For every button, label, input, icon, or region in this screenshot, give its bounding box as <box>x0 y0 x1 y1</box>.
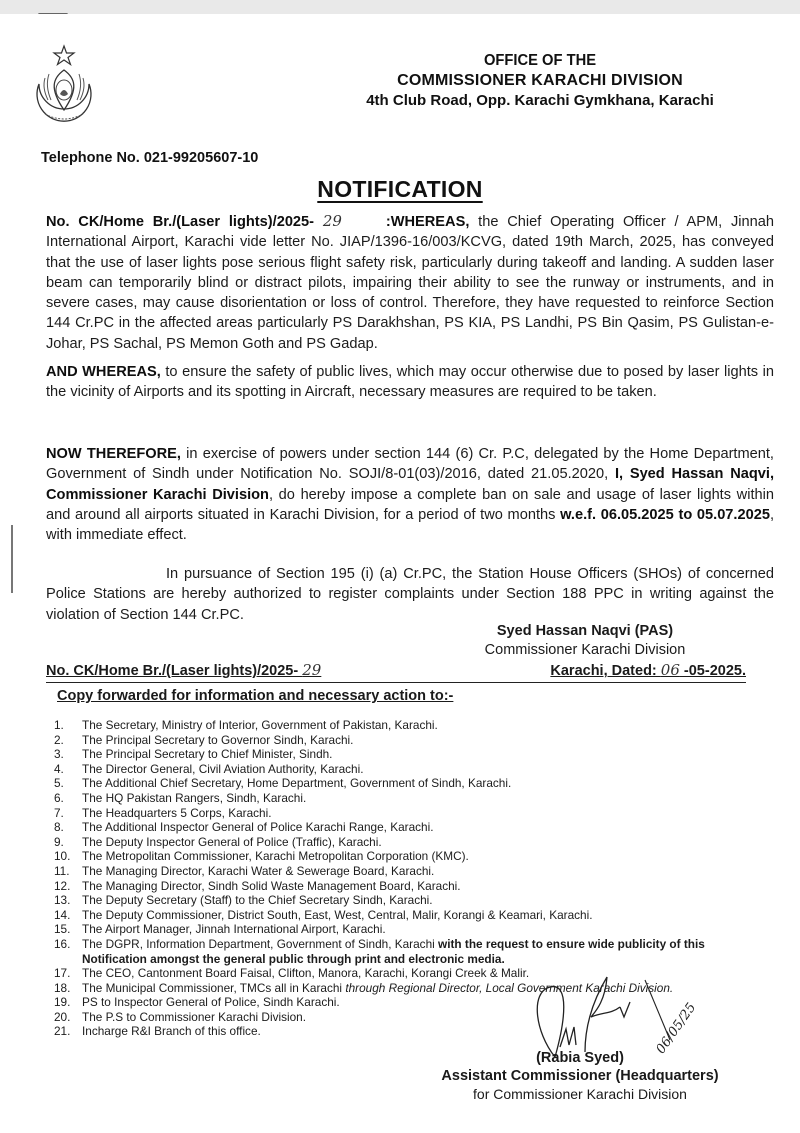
margin-mark <box>11 525 13 593</box>
commissioner-designation: Commissioner Karachi Division <box>484 642 686 658</box>
notification-document <box>0 14 800 1133</box>
list-item: 2. The Principal Secretary to Governor Sindh, Karachi. <box>54 732 354 747</box>
and-whereas-lead: AND WHEREAS, <box>46 364 161 380</box>
copy-forwarded-heading: Copy forwarded for information and necessary action to:- <box>57 688 454 704</box>
list-item: 4. The Director General, Civil Aviation Authority, Karachi. <box>54 761 364 776</box>
list-item: 19. PS to Inspector General of Police, Sindh Karachi. <box>54 995 340 1010</box>
through-regional-director: through Regional Director, Local Government Karachi Division. <box>345 980 674 995</box>
list-item: 10. The Metropolitan Commissioner, Karachi Metropolitan Corporation (KMC). <box>54 849 469 864</box>
office-line-2: COMMISSIONER KARACHI DIVISION <box>397 72 683 89</box>
paragraph-now-therefore <box>46 444 774 545</box>
pursuance-text: In pursuance of Section 195 (i) (a) Cr.PC, the Station House Officers (SHOs) of concerned Police Stations are hereby authorized to register complaints under Section 188 PPC in writing against the violation of Section 144 Cr.PC. <box>46 566 774 623</box>
signatory-designation: Assistant Commissioner (Headquarters) <box>441 1068 719 1084</box>
list-item: 5. The Additional Chief Secretary, Home Department, Government of Sindh, Karachi. <box>54 776 512 791</box>
paragraph-and-whereas <box>46 362 774 403</box>
list-item: 3. The Principal Secretary to Chief Minister, Sindh. <box>54 747 333 762</box>
scan-top-margin <box>0 0 800 14</box>
list-item: 13. The Deputy Secretary (Staff) to the Chief Secretary Sindh, Karachi. <box>54 893 433 908</box>
dated-label: Karachi, Dated: <box>550 663 661 679</box>
svg-text:06/05/25: 06/05/25 <box>653 1000 700 1057</box>
ban-period: w.e.f. 06.05.2025 to 05.07.2025 <box>560 506 770 523</box>
commissioner-signature-block <box>470 622 700 660</box>
signatory-name: (Rabia Syed) <box>536 1050 624 1066</box>
document-title <box>0 176 800 203</box>
list-item: 20. The P.S to Commissioner Karachi Division. <box>54 1009 307 1024</box>
assistant-commissioner-signature-block <box>420 1049 740 1103</box>
publicity-request: with the request to ensure wide publicity of this Notification amongst the general public through print and electronic media. <box>82 936 705 966</box>
paragraph-whereas <box>46 211 774 354</box>
list-item: 16. The DGPR, Information Department, Government of Sindh, Karachi with the request to ensure wide publicity of this Notification amongst the general public through print and electronic media. <box>54 936 705 966</box>
handwritten-ref-number: 29 <box>322 212 342 230</box>
commissioner-name: Syed Hassan Naqvi (PAS) <box>496 623 674 639</box>
reference-number-footer <box>46 661 321 679</box>
list-item: 8. The Additional Inspector General of Police Karachi Range, Karachi. <box>54 820 434 835</box>
office-address: 4th Club Road, Opp. Karachi Gymkhana, Karachi <box>366 92 714 109</box>
list-item: 17. The CEO, Cantonment Board Faisal, Clifton, Manora, Karachi, Korangi Creek & Malir. <box>54 966 530 981</box>
list-item: 12. The Managing Director, Sindh Solid Waste Management Board, Karachi. <box>54 878 461 893</box>
telephone-number: Telephone No. 021-99205607-10 <box>41 150 259 166</box>
dated-rest: -05-2025. <box>679 663 746 679</box>
list-item: 1. The Secretary, Ministry of Interior, Government of Pakistan, Karachi. <box>54 718 438 732</box>
dated-line <box>550 661 746 679</box>
list-item: 6. The HQ Pakistan Rangers, Sindh, Karachi. <box>54 790 307 805</box>
office-heading <box>330 51 750 111</box>
handwritten-ref-number-footer: 29 <box>302 661 322 679</box>
paragraph-pursuance <box>46 564 774 625</box>
notification-title: NOTIFICATION <box>317 176 483 202</box>
office-line-1: OFFICE OF THE <box>483 52 597 69</box>
list-item: 14. The Deputy Commissioner, District South, East, West, Central, Malir, Korangi & Keamari, Karachi. <box>54 907 593 922</box>
list-item: 7. The Headquarters 5 Corps, Karachi. <box>54 805 272 820</box>
whereas-text: the Chief Operating Officer / APM, Jinnah International Airport, Karachi vide letter No. JIAP/1396-16/003/KCVG, dated 19th March, 2025, has conveyed that the use of laser lights pose serious flight safety risk, particularly during takeoff and landing. A sudden laser beam can temporarily blind or distract pilots, impairing their ability to see the runway or instruments, and in severe cases, may cause disorientation or loss of control. Therefore, they have requested to reinforce Section 144 Cr.PC in the affected areas particularly PS Darakhshan, PS KIA, PS Landhi, PS Bin Qasim, PS Gulistan-e-Johar, PS Sachal, PS Memon Goth and PS Gadap. <box>46 214 774 352</box>
whereas-lead: :WHEREAS, <box>385 214 470 230</box>
sindh-government-emblem-icon <box>33 44 95 134</box>
now-therefore-text-1: in exercise of powers under section 144 (6) Cr. P.C, delegated by the Home Department, Government of Sindh under Notification No. SOJI/8-01(03)/2016, dated 21.05.2020, <box>46 446 774 483</box>
list-item: 18. The Municipal Commissioner, TMCs all in Karachi through Regional Director, Local Government Karachi Division. <box>54 980 674 995</box>
list-item: 15. The Airport Manager, Jinnah International Airport, Karachi. <box>54 922 386 937</box>
now-therefore-text-3: , with immediate effect. <box>46 506 775 544</box>
list-item: 11. The Managing Director, Karachi Water & Sewerage Board, Karachi. <box>54 863 435 878</box>
reference-number: No. CK/Home Br./(Laser lights)/2025- <box>46 214 315 230</box>
now-therefore-text-2: , do hereby impose a complete ban on sale and usage of laser lights within and around all airports situated in Karachi Division, for a period of two months <box>46 486 774 523</box>
ref-no-text: No. CK/Home Br./(Laser lights)/2025- <box>46 663 303 679</box>
list-item: 9. The Deputy Inspector General of Police (Traffic), Karachi. <box>54 834 382 849</box>
and-whereas-text: to ensure the safety of public lives, which may occur otherwise due to posed by laser lights in the vicinity of Airports and its spotting in Aircraft, necessary measures are required to be taken. <box>46 364 774 401</box>
handwritten-day: 06 <box>660 661 680 679</box>
commissioner-declaration: I, Syed Hassan Naqvi, Commissioner Karachi Division <box>46 466 774 503</box>
signatory-on-behalf: for Commissioner Karachi Division <box>473 1086 687 1102</box>
reference-line <box>46 661 746 683</box>
now-therefore-lead: NOW THEREFORE, <box>46 446 181 462</box>
list-item: 21. Incharge R&I Branch of this office. <box>54 1024 261 1039</box>
